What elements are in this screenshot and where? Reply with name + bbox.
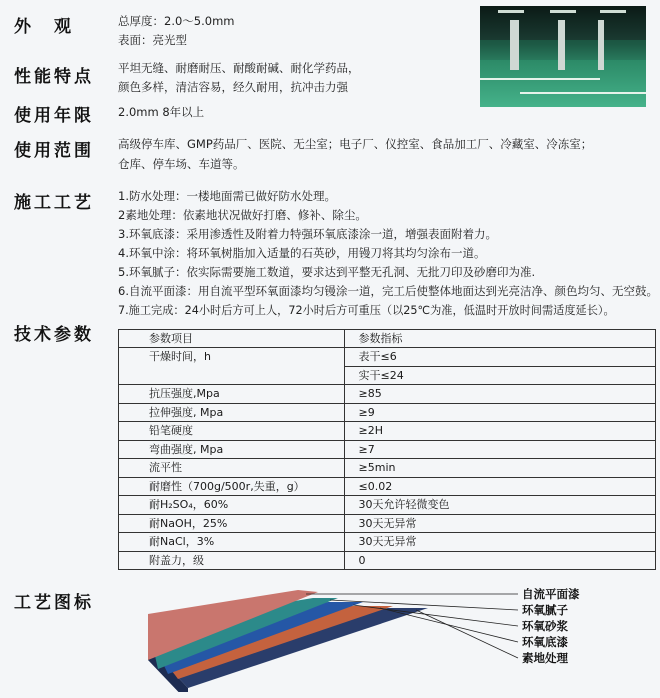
leader-line xyxy=(380,608,518,642)
table-cell-param: 耐H₂SO₄，60% xyxy=(119,496,345,515)
table-cell-param: 铅笔硬度 xyxy=(119,422,345,441)
table-row xyxy=(119,459,656,478)
thickness-text: 总厚度：2.0～5.0mm xyxy=(118,14,235,28)
table-cell-value: 0 xyxy=(344,551,655,570)
heading-features: 性能特点 xyxy=(14,67,94,87)
table-cell-param: 耐NaCl，3% xyxy=(119,533,345,552)
scope-line: 高级停车库、GMP药品厂、医院、无尘室；电子厂、仪控室、食品加工厂、冷藏室、冷冻室； xyxy=(118,137,593,151)
table-cell-param: 附盖力，级 xyxy=(119,551,345,570)
photo-floor-stripe xyxy=(520,92,646,94)
layer-label: 环氧底漆 xyxy=(522,635,568,649)
photo-column xyxy=(510,20,519,70)
table-cell-param: 弯曲强度, Mpa xyxy=(119,440,345,459)
table-row xyxy=(119,440,656,459)
table-cell-value: ≥2H xyxy=(344,422,655,441)
process-step: 7.施工完成：24小时后方可上人，72小时后方可重压（以25℃为准，低温时开放时间需适度延长）。 xyxy=(118,304,615,317)
process-step: 5.环氧腻子：依实际需要施工数道，要求达到平整无孔洞、无批刀印及砂磨印为准. xyxy=(118,265,536,279)
process-step: 1.防水处理：一楼地面需已做好防水处理。 xyxy=(118,189,336,203)
lifespan-text: 2.0mm 8年以上 xyxy=(118,105,205,119)
photo-ceiling-light xyxy=(550,10,576,13)
process-step: 4.环氧中涂：将环氧树脂加入适量的石英砂，用镘刀将其均匀涂布一道。 xyxy=(118,246,486,260)
table-cell-param: 流平性 xyxy=(119,459,345,478)
table-cell-value: ≥9 xyxy=(344,403,655,422)
heading-lifespan: 使用年限 xyxy=(14,106,94,126)
features-line: 平坦无缝、耐磨耐压、耐酸耐碱、耐化学药品， xyxy=(118,61,360,75)
table-row xyxy=(119,477,656,496)
surface-text: 表面：亮光型 xyxy=(118,33,187,47)
epoxy-floor-photo xyxy=(480,6,646,107)
table-cell-value: 实干≤24 xyxy=(344,366,655,385)
table-row xyxy=(119,551,656,570)
table-row xyxy=(119,403,656,422)
table-cell-param: 耐磨性（700g/500r,失重，g） xyxy=(119,477,345,496)
table-header-cell: 参数指标 xyxy=(344,330,655,348)
process-step: 2素地处理：依素地状况做好打磨、修补、除尘。 xyxy=(118,208,367,222)
table-header-cell: 参数项目 xyxy=(119,330,345,348)
heading-appearance: 外 观 xyxy=(14,17,74,37)
table-cell-value: ≤0.02 xyxy=(344,477,655,496)
heading-tech: 技术参数 xyxy=(14,325,94,345)
table-cell-param: 干燥时间，h xyxy=(119,348,345,385)
layer-label: 环氧腻子 xyxy=(522,603,568,617)
table-cell-param: 耐NaOH，25% xyxy=(119,514,345,533)
table-row xyxy=(119,385,656,404)
table-cell-value: ≥5min xyxy=(344,459,655,478)
features-line: 颜色多样，清洁容易，经久耐用，抗冲击力强 xyxy=(118,80,348,94)
tech-params-table xyxy=(118,329,656,570)
photo-ceiling-light xyxy=(600,10,626,13)
table-row xyxy=(119,422,656,441)
layer-label: 素地处理 xyxy=(522,651,568,665)
table-cell-param: 抗压强度,Mpa xyxy=(119,385,345,404)
table-cell-value: 表干≤6 xyxy=(344,348,655,367)
photo-floor-stripe xyxy=(480,78,600,80)
leader-line xyxy=(416,610,518,658)
table-cell-value: 30天无异常 xyxy=(344,514,655,533)
table-cell-param: 拉伸强度, Mpa xyxy=(119,403,345,422)
heading-diagram: 工艺图标 xyxy=(14,593,94,613)
table-cell-value: ≥7 xyxy=(344,440,655,459)
table-cell-value: 30天允许轻微变色 xyxy=(344,496,655,515)
layer-label: 自流平面漆 xyxy=(522,587,580,601)
table-row xyxy=(119,514,656,533)
layer-label: 环氧砂浆 xyxy=(522,619,568,633)
table-header-row xyxy=(119,330,656,348)
photo-column xyxy=(598,20,604,70)
photo-column xyxy=(558,20,565,70)
heading-process: 施工工艺 xyxy=(14,193,94,213)
photo-ceiling-light xyxy=(498,10,524,13)
scope-line: 仓库、停车场、车道等。 xyxy=(118,157,245,171)
table-row xyxy=(119,348,656,367)
table-cell-value: ≥85 xyxy=(344,385,655,404)
table-cell-value: 30天无异常 xyxy=(344,533,655,552)
table-row xyxy=(119,533,656,552)
process-step: 3.环氧底漆：采用渗透性及附着力特强环氧底漆涂一道，增强表面附着力。 xyxy=(118,227,497,241)
table-row xyxy=(119,496,656,515)
process-step: 6.自流平面漆：用自流平型环氧面漆均匀镘涂一道，完工后使整体地面达到光亮洁净、颜色均匀、无空鼓。 xyxy=(118,284,658,298)
heading-scope: 使用范围 xyxy=(14,141,94,161)
